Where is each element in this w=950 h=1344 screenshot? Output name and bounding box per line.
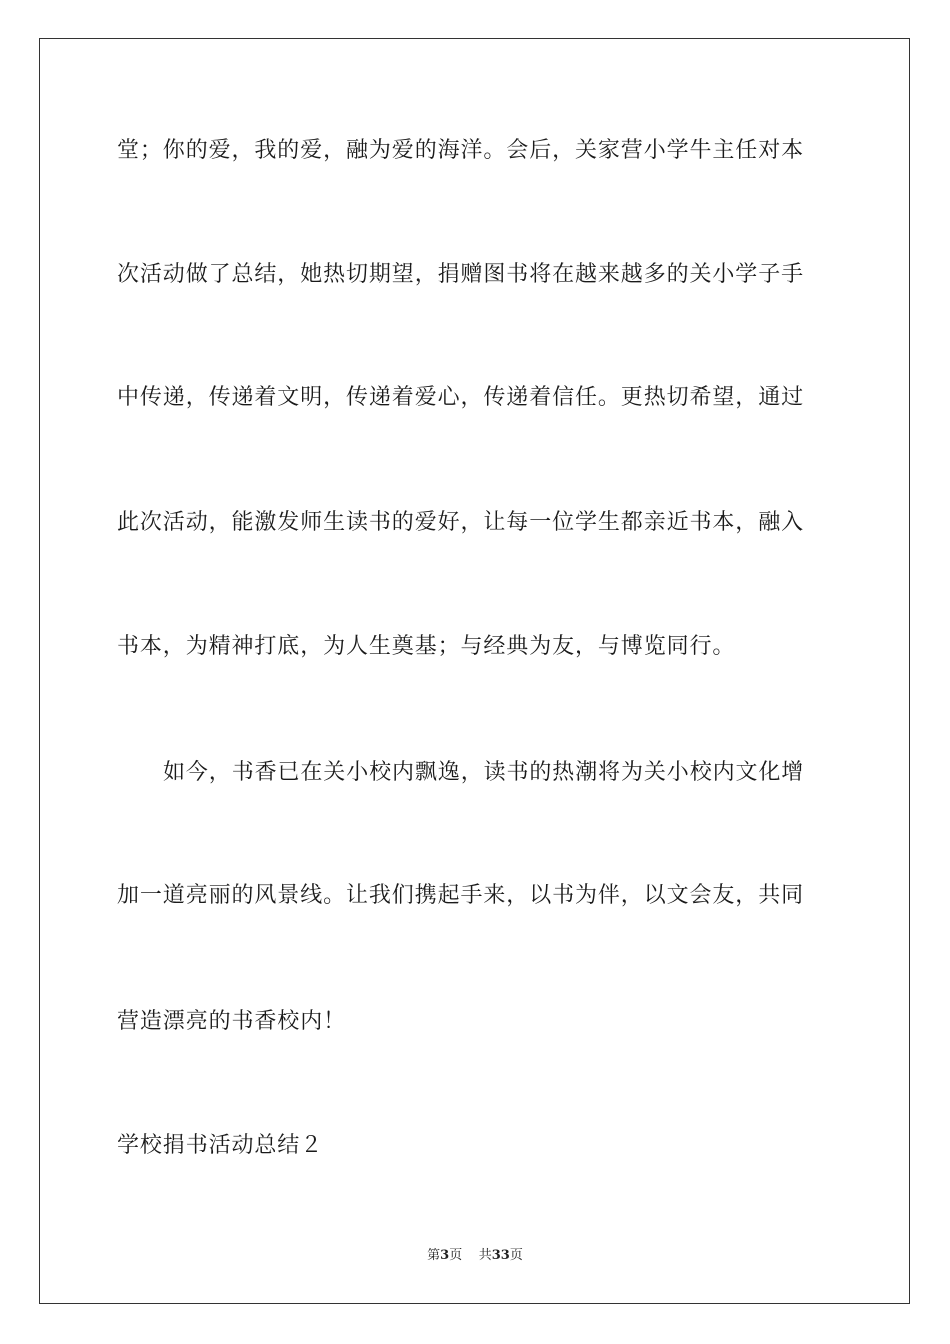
body-text-line-3: 中传递，传递着文明，传递着爱心，传递着信任。更热切希望，通过 bbox=[117, 385, 805, 410]
footer-page-number: 3 bbox=[440, 1248, 450, 1263]
page-footer bbox=[0, 1248, 950, 1264]
body-text-line-2: 次活动做了总结，她热切期望，捐赠图书将在越来越多的关小学子手 bbox=[117, 262, 805, 287]
footer-total-prefix: 共 bbox=[478, 1248, 492, 1263]
body-text-line-7: 加一道亮丽的风景线。让我们携起手来，以书为伴，以文会友，共同 bbox=[117, 883, 805, 908]
body-text-line-5: 书本，为精神打底，为人生奠基；与经典为友，与博览同行。 bbox=[117, 634, 736, 659]
section-heading: 学校捐书活动总结２ bbox=[117, 1133, 324, 1158]
footer-total-suffix: 页 bbox=[509, 1248, 523, 1263]
body-text-line-6: 如今，书香已在关小校内飘逸，读书的热潮将为关小校内文化增 bbox=[163, 760, 805, 785]
page-border bbox=[39, 38, 910, 1304]
body-text-line-4: 此次活动，能激发师生读书的爱好，让每一位学生都亲近书本，融入 bbox=[117, 510, 805, 535]
footer-page-suffix: 页 bbox=[449, 1248, 463, 1263]
footer-total-pages: 33 bbox=[491, 1248, 510, 1263]
body-text-line-8: 营造漂亮的书香校内！ bbox=[117, 1009, 347, 1034]
footer-page-prefix: 第 bbox=[427, 1248, 441, 1263]
body-text-line-1: 堂；你的爱，我的爱，融为爱的海洋。会后，关家营小学牛主任对本 bbox=[117, 138, 805, 163]
